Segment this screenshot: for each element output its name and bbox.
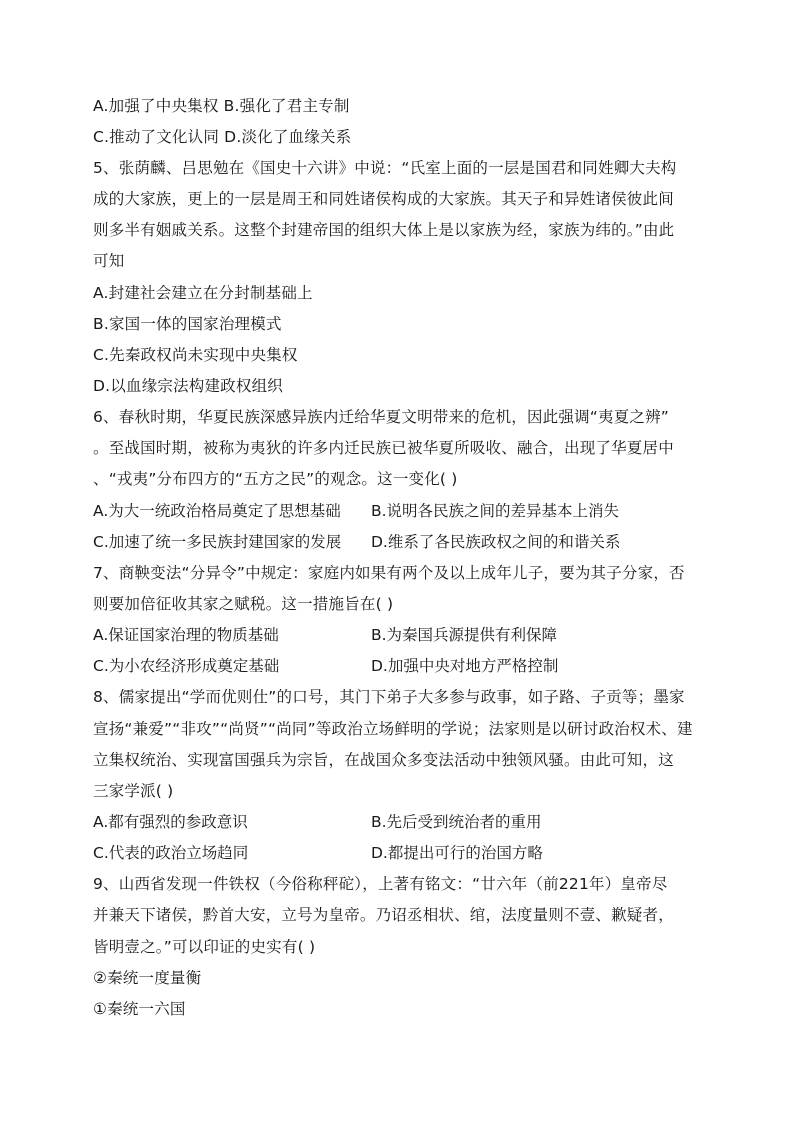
q5-option-c: C.先秦政权尚未实现中央集权 [93, 346, 298, 364]
q5-option-b: B.家国一体的国家治理模式 [93, 315, 282, 333]
q7-stem-line2: 则要加倍征收其家之赋税。这一措施旨在( ) [93, 595, 394, 613]
q6-stem-line3: 、“戎夷”分布四方的“五方之民”的观念。这一变化( ) [93, 470, 458, 488]
q6-option-d: D.维系了各民族政权之间的和谐关系 [371, 533, 621, 551]
q7-option-c: C.为小农经济形成奠定基础 [93, 657, 280, 675]
q6-option-b: B.说明各民族之间的差异基本上消失 [371, 502, 620, 520]
q6-option-a: A.为大一统政治格局奠定了思想基础 [93, 502, 341, 520]
q9-stem-line1: 9、山西省发现一件铁权（今俗称秤砣），上著有铭文：“廿六年（前221年）皇帝尽 [93, 875, 668, 893]
q7-option-d: D.加强中央对地方严格控制 [371, 657, 559, 675]
q9-stem-line2: 并兼天下诸侯，黔首大安，立号为皇帝。乃诏丞相状、绾，法度量则不壹、歉疑者， [93, 906, 674, 924]
q8-option-a: A.都有强烈的参政意识 [93, 813, 248, 831]
q6-stem-line2: 。至战国时期，被称为夷狄的许多内迁民族已被华夏所吸收、融合，出现了华夏居中 [93, 439, 674, 457]
q8-stem-line4: 三家学派( ) [93, 782, 174, 800]
q9-item-2: ②秦统一度量衡 [93, 969, 202, 987]
q4-options-ab: A.加强了中央集权 B.强化了君主专制 [93, 97, 350, 115]
q8-option-b: B.先后受到统治者的重用 [371, 813, 542, 831]
q9-item-1: ①秦统一六国 [93, 1000, 186, 1018]
q7-stem-line1: 7、商鞅变法“分异令”中规定：家庭内如果有两个及以上成年儿子，要为其子分家，否 [93, 564, 685, 582]
q5-stem-line1: 5、张荫麟、吕思勉在《国史十六讲》中说：“氏室上面的一层是国君和同姓卿大夫构 [93, 159, 677, 177]
q5-stem-line3: 则多半有姻戚关系。这整个封建帝国的组织大体上是以家族为经，家族为纬的。”由此 [93, 221, 675, 239]
q8-stem-line1: 8、儒家提出“学而优则仕”的口号，其门下弟子大多参与政事，如子路、子贡等；墨家 [93, 688, 685, 706]
q5-option-d: D.以血缘宗法构建政权组织 [93, 377, 283, 395]
q8-stem-line2: 宣扬“兼爱”“非攻”“尚贤”“尚同”等政治立场鲜明的学说；法家则是以研讨政治权术、建 [93, 720, 693, 738]
q6-option-c: C.加速了统一多民族封建国家的发展 [93, 533, 342, 551]
q8-option-c: C.代表的政治立场趋同 [93, 844, 249, 862]
q5-stem-line4: 可知 [93, 252, 125, 270]
q8-stem-line3: 立集权统治、实现富国强兵为宗旨，在战国众多变法活动中独领风骚。由此可知，这 [93, 751, 674, 769]
q6-stem-line1: 6、春秋时期，华夏民族深感异族内迁给华夏文明带来的危机，因此强调“夷夏之辨” [93, 408, 670, 426]
q4-options-cd: C.推动了文化认同 D.淡化了血缘关系 [93, 128, 352, 146]
q9-stem-line3: 皆明壹之。”可以印证的史实有( ) [93, 938, 316, 956]
q7-option-a: A.保证国家治理的物质基础 [93, 626, 279, 644]
q5-stem-line2: 成的大家族，更上的一层是周王和同姓诸侯构成的大家族。其天子和异姓诸侯彼此间 [93, 190, 674, 208]
q5-option-a: A.封建社会建立在分封制基础上 [93, 284, 313, 302]
q7-option-b: B.为秦国兵源提供有利保障 [371, 626, 558, 644]
q8-option-d: D.都提出可行的治国方略 [371, 844, 543, 862]
